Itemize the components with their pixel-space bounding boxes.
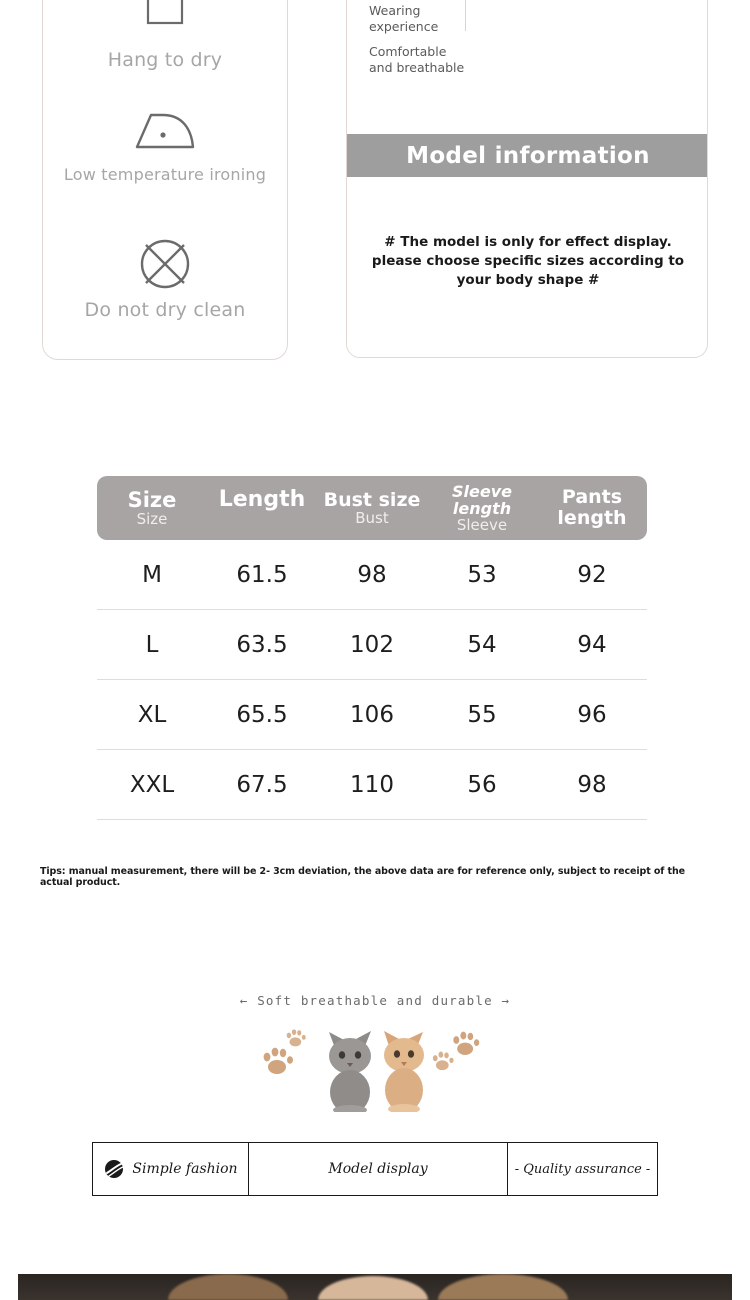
table-cell: 98 [577,771,607,798]
paw-print-icon [261,1046,295,1076]
care-item-hang-to-dry [43,0,287,71]
bottom-label: Simple fashion [132,1161,238,1177]
care-instructions-card [42,0,288,360]
photo-hair-right [438,1274,568,1300]
header-sub: Sleeve [456,516,508,535]
photo-hair-left [168,1274,288,1300]
table-cell: XL [137,701,167,728]
wearing-experience-block [369,3,464,76]
care-item-do-not-dry-clean [43,235,287,321]
bottom-cell-quality-assurance [508,1143,657,1195]
wearing-desc-line2: and breathable [369,59,465,75]
table-cell: 102 [350,631,394,658]
kittens-photo [311,1022,441,1112]
table-cell: 98 [357,561,387,588]
cats-illustration [255,1022,495,1112]
table-cell: 61.5 [236,561,288,588]
table-cell: 65.5 [236,701,288,728]
bottom-cell-simple-fashion [93,1143,249,1195]
header-en: Bust size [323,488,421,511]
header-sub: Bust [355,509,389,528]
care-item-low-temp-ironing [43,103,287,184]
table-cell: 53 [467,561,497,588]
bottom-label: Model display [328,1161,428,1177]
table-cell: 63.5 [236,631,288,658]
wearing-title-line2: experience [369,18,439,34]
table-cell: 96 [577,701,607,728]
cats-caption: ← Soft breathable and durable → [239,993,511,1008]
bottom-label: - Quality assurance - [514,1161,651,1177]
divider [465,0,466,31]
table-cell: 94 [577,631,607,658]
bottom-photo-strip [18,1274,732,1300]
size-chart-header-row [97,476,647,540]
size-chart-header-cell [207,488,317,528]
table-row [97,610,647,680]
bottom-cell-model-display [249,1143,508,1195]
table-cell: L [145,631,159,658]
table-row [97,540,647,610]
header-en: Length [218,487,306,513]
brand-swirl-icon [103,1159,125,1179]
paw-print-icon [285,1028,307,1048]
table-cell: 54 [467,631,497,658]
header-en: Sleeve length [452,481,512,518]
model-disclaimer: # The model is only for effect display. please choose specific sizes according to your body shape # [371,234,685,289]
care-label: Low temperature ironing [63,165,267,184]
header-en: Size [127,487,177,512]
care-label: Do not dry clean [84,299,246,321]
size-chart-header-cell [317,490,427,527]
table-cell: 92 [577,561,607,588]
bottom-info-bar [92,1142,658,1196]
wearing-desc-line1: Comfortable [369,44,447,60]
table-cell: 110 [350,771,394,798]
table-row [97,750,647,820]
low-temperature-iron-icon [129,103,201,159]
size-chart-header-cell [537,487,647,528]
table-cell: 106 [350,701,394,728]
table-cell: 55 [467,701,497,728]
table-cell: 56 [467,771,497,798]
table-cell: M [142,561,162,588]
photo-face [318,1276,428,1300]
do-not-dry-clean-icon [134,235,196,293]
care-label: Hang to dry [107,49,223,71]
model-information-bar [347,134,708,177]
size-chart-table [97,476,647,820]
measurement-tips: Tips: manual measurement, there will be 2- 3cm deviation, the above data are for reference only, subject to receipt of the actual product. [40,866,685,888]
size-chart-header-cell [97,489,207,528]
table-row [97,680,647,750]
table-cell: 67.5 [236,771,288,798]
model-information-card [346,0,708,358]
header-en: Pants length [557,486,627,529]
model-information-title: Model information [406,142,650,169]
table-cell: XXL [129,771,175,798]
header-sub: Size [136,510,168,529]
wearing-title-line1: Wearing [369,3,421,18]
hang-to-dry-icon [136,0,194,43]
paw-print-icon [451,1030,481,1057]
size-chart-header-cell [427,483,537,534]
